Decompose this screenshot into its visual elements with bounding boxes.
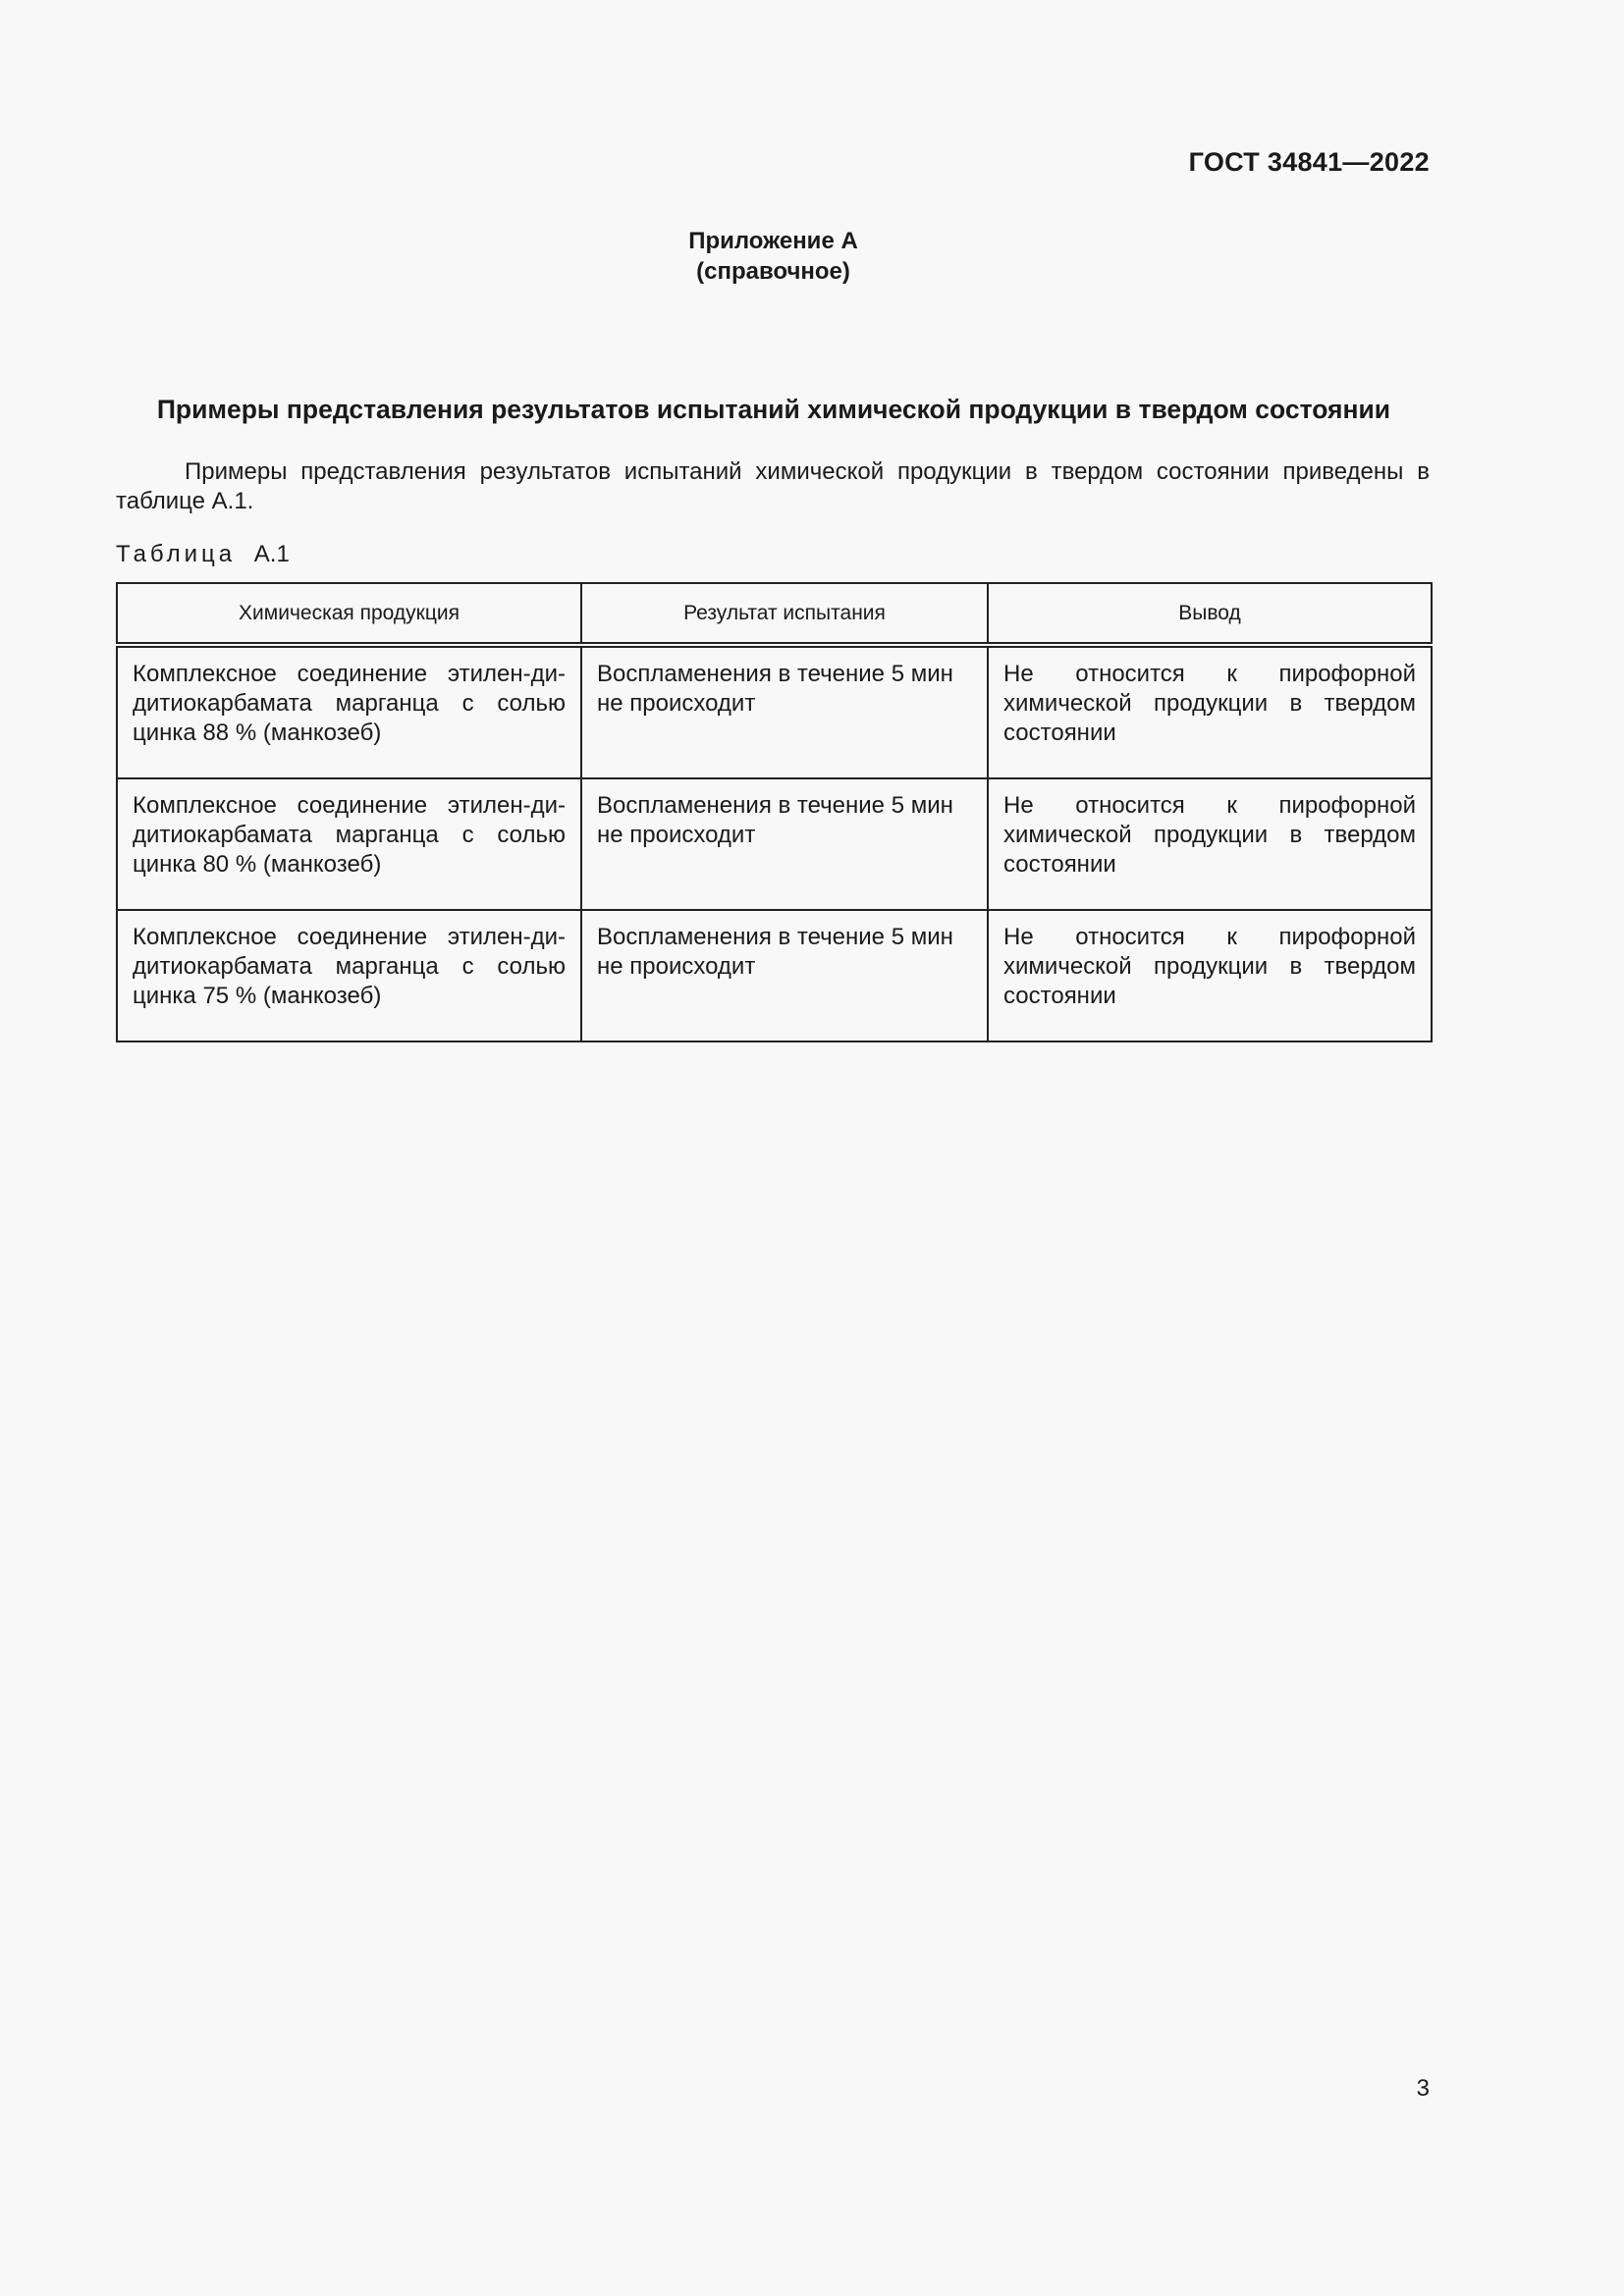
product-cell: Комплексное соединение этилен-ди-дитиокарбамата марганца с солью цинка 75 % (манкозеб) bbox=[117, 910, 581, 1041]
document-code: ГОСТ 34841—2022 bbox=[1188, 147, 1430, 177]
result-cell: Воспламенения в течение 5 мин не происходит bbox=[581, 645, 988, 778]
table-caption-label: Таблица bbox=[116, 541, 237, 567]
results-table bbox=[116, 582, 1433, 1042]
product-cell: Комплексное соединение этилен-ди-дитиокарбамата марганца с солью цинка 88 % (манкозеб) bbox=[117, 645, 581, 778]
product-cell: Комплексное соединение этилен-ди-дитиокарбамата марганца с солью цинка 80 % (манкозеб) bbox=[117, 778, 581, 910]
table-row bbox=[117, 645, 1432, 778]
appendix-subtitle: (справочное) bbox=[696, 258, 850, 285]
result-cell: Воспламенения в течение 5 мин не происходит bbox=[581, 778, 988, 910]
column-header-product: Химическая продукция bbox=[117, 583, 581, 645]
appendix-title: Приложение А bbox=[688, 228, 858, 254]
table-caption bbox=[116, 541, 290, 568]
table-header-row bbox=[117, 583, 1432, 645]
table-row bbox=[117, 778, 1432, 910]
conclusion-cell: Не относится к пирофорной химической продукции в твердом состоянии bbox=[988, 910, 1432, 1041]
intro-paragraph: Примеры представления результатов испытаний химической продукции в твердом состоянии приведены в таблице А.1. bbox=[116, 458, 1430, 514]
column-header-result: Результат испытания bbox=[581, 583, 988, 645]
column-header-conclusion: Вывод bbox=[988, 583, 1432, 645]
table-row bbox=[117, 910, 1432, 1041]
conclusion-cell: Не относится к пирофорной химической продукции в твердом состоянии bbox=[988, 778, 1432, 910]
table-caption-number: А.1 bbox=[253, 541, 290, 567]
section-title: Примеры представления результатов испытаний химической продукции в твердом состоянии bbox=[156, 395, 1391, 424]
conclusion-cell: Не относится к пирофорной химической продукции в твердом состоянии bbox=[988, 645, 1432, 778]
appendix-heading bbox=[0, 226, 1546, 287]
page-number: 3 bbox=[1416, 2075, 1430, 2102]
result-cell: Воспламенения в течение 5 мин не происходит bbox=[581, 910, 988, 1041]
